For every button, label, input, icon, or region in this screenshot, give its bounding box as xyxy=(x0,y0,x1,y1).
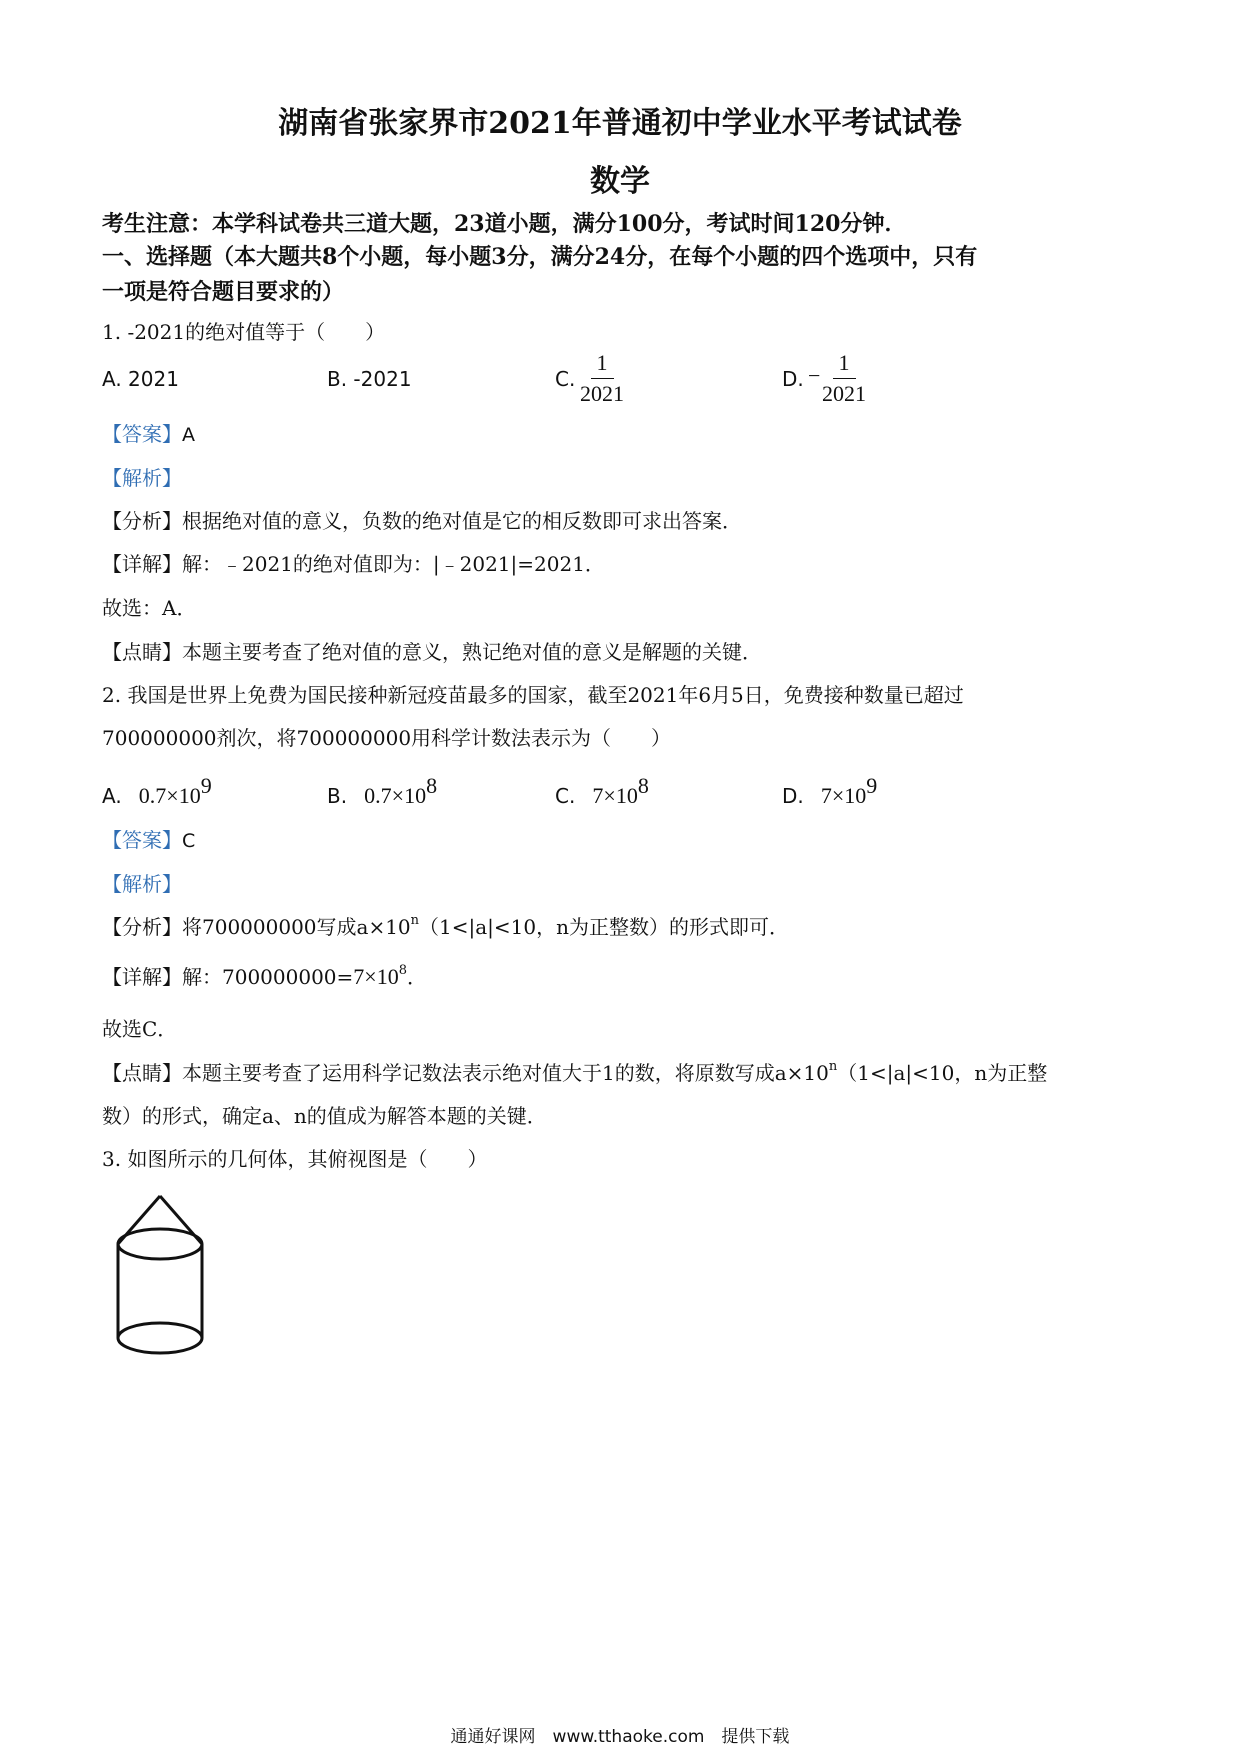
q1-option-d-label: D. xyxy=(782,367,804,391)
q2-option-b xyxy=(327,773,437,809)
q2-guxuan: 故选C． xyxy=(102,1017,178,1041)
dianjing-exponent: n xyxy=(828,1059,838,1074)
xiangjie-exponent: 8 xyxy=(398,963,407,978)
fenxi-text-cont: （1<|a|<10，n为正整数）的形式即可． xyxy=(419,915,790,939)
q2-analysis-tag: 【解析】 xyxy=(102,872,182,896)
fenxi-text: 【分析】将700000000写成a×10 xyxy=(102,915,411,939)
option-label: A. xyxy=(102,784,122,808)
q2-xiangjie xyxy=(102,961,427,990)
q1-option-d-fraction xyxy=(822,350,866,407)
q3-stem: 3. 如图所示的几何体，其俯视图是（ ） xyxy=(102,1147,488,1171)
q1-guxuan: 故选：A． xyxy=(102,596,197,620)
q2-stem-line1: 2. 我国是世界上免费为国民接种新冠疫苗最多的国家，截至2021年6月5日，免费接种数量已超过 xyxy=(102,683,964,707)
fraction-numerator: 1 xyxy=(833,350,856,379)
cylinder-bottom-ellipse xyxy=(118,1323,202,1353)
option-exponent: 9 xyxy=(200,773,212,798)
dianjing-text: 【点睛】本题主要考查了运用科学记数法表示绝对值大于1的数，将原数写成a×10 xyxy=(102,1061,829,1085)
q2-fenxi xyxy=(102,911,789,940)
xiangjie-end: ． xyxy=(406,965,427,989)
subject-title: 数学 xyxy=(590,164,650,199)
fraction-denominator: 2021 xyxy=(822,381,866,406)
q2-option-c xyxy=(555,773,649,809)
section1-header-line1: 一、选择题（本大题共8个小题，每小题3分，满分24分，在每个小题的四个选项中，只有 xyxy=(102,244,978,270)
section1-header-line2: 一项是符合题目要求的） xyxy=(102,279,345,305)
answer-value: A xyxy=(182,424,195,446)
q1-xiangjie: 【详解】解：﹣2021的绝对值即为：|﹣2021|=2021． xyxy=(102,552,605,576)
option-label: C. xyxy=(555,784,576,808)
option-exponent: 8 xyxy=(637,773,649,798)
q1-fenxi: 【分析】根据绝对值的意义，负数的绝对值是它的相反数即可求出答案． xyxy=(102,509,742,533)
exam-notice: 考生注意：本学科试卷共三道大题，23道小题，满分100分，考试时间120分钟． xyxy=(102,211,907,237)
q2-option-a xyxy=(102,773,212,809)
option-value: 0.7×10 xyxy=(364,783,427,808)
cylinder-top-ellipse xyxy=(118,1229,202,1259)
dianjing-text-cont: （1<|a|<10，n为正整 xyxy=(837,1061,1048,1085)
xiangjie-math: 7×10 xyxy=(353,964,399,989)
option-label: D. xyxy=(782,784,804,808)
answer-tag: 【答案】 xyxy=(102,422,182,446)
q1-answer-row xyxy=(102,418,195,447)
q1-option-d-minus: − xyxy=(808,363,821,388)
q1-option-c-fraction xyxy=(580,350,624,407)
page-footer: 通通好课网 www.tthaoke.com 提供下载 xyxy=(450,1727,790,1747)
q1-option-a: A. 2021 xyxy=(102,367,179,391)
q2-stem-line2: 700000000剂次，将700000000用科学计数法表示为（ ） xyxy=(102,726,672,750)
option-exponent: 9 xyxy=(866,773,878,798)
fraction-numerator: 1 xyxy=(591,350,614,379)
cone-cylinder-figure xyxy=(108,1188,218,1368)
fraction-denominator: 2021 xyxy=(580,381,624,406)
q2-dianjing-line2: 数）的形式，确定a、n的值成为解答本题的关键． xyxy=(102,1104,547,1128)
q2-answer-row xyxy=(102,824,195,853)
q1-option-c-label: C. xyxy=(555,367,576,391)
exam-title: 湖南省张家界市2021年普通初中学业水平考试试卷 xyxy=(278,106,962,141)
option-value: 0.7×10 xyxy=(138,783,201,808)
q1-option-b: B. -2021 xyxy=(327,367,412,391)
q1-analysis-tag: 【解析】 xyxy=(102,466,182,490)
answer-value: C xyxy=(182,830,196,852)
q1-stem: 1. -2021的绝对值等于（ ） xyxy=(102,320,386,344)
fenxi-exponent: n xyxy=(410,913,420,928)
option-exponent: 8 xyxy=(426,773,438,798)
option-value: 7×10 xyxy=(820,783,867,808)
option-value: 7×10 xyxy=(592,783,638,808)
q1-dianjing: 【点睛】本题主要考查了绝对值的意义，熟记绝对值的意义是解题的关键． xyxy=(102,640,762,664)
q2-option-d xyxy=(782,773,877,809)
q2-dianjing-line1 xyxy=(102,1057,1047,1086)
answer-tag: 【答案】 xyxy=(102,828,182,852)
option-label: B. xyxy=(327,784,348,808)
xiangjie-text: 【详解】解：700000000= xyxy=(102,965,354,989)
